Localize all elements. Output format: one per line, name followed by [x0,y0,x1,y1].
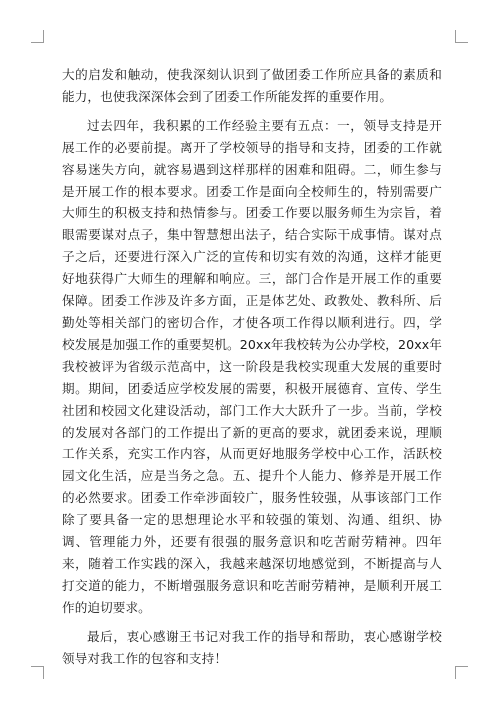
crop-mark-bottom-left [31,666,44,679]
crop-mark-top-right [455,30,468,43]
paragraph-thanks: 最后，衷心感谢王书记对我工作的指导和帮助，衷心感谢学校领导对我工作的包容和支持！ [62,628,442,666]
document-body [62,64,442,676]
crop-mark-top-left [31,30,44,43]
paragraph-experience: 过去四年，我积累的工作经验主要有五点：一，领导支持是开展工作的必要前提。离开了学校领导的指导和支持，团委的工作就容易迷失方向，就容易遇到这样那样的困难和阻碍。二，师生参与是开展工作的根本要求。团委工作是面向全校师生的，特别需要广大师生的积极支持和热情参与。团委工作要以服务师生为宗旨，着眼需要谋对点子，集中智慧想出法子，结合实际干成事情。谋对点子之后，还要进行深入广泛的宣传和切实有效的沟通，这样才能更好地获得广大师生的理解和响应。三，部门合作是开展工作的重要保障。团委工作涉及许多方面，正是体艺处、政教处、教科所、后勤处等相关部门的密切合作，才使各项工作得以顺利进行。四，学校发展是加强工作的重要契机。20xx年我校转为公办学校，20xx年我校被评为省级示范高中，这一阶段是我校实现重大发展的重要时期。期间，团委适应学校发展的需要，积极开展德育、宣传、学生社团和校园文化建设活动，部门工作大大跃升了一步。当前，学校的发展对各部门的工作提出了新的更高的要求，就团委来说，理顺工作关系，充实工作内容，从而更好地服务学校中心工作，活跃校园文化生活，应是当务之急。五、提升个人能力、修养是开展工作的必然要求。团委工作牵涉面较广，服务性较强，从事该部门工作除了要具备一定的思想理论水平和较强的策划、沟通、组织、协调、管理能力外，还要有很强的服务意识和吃苦耐劳精神。四年来，随着工作实践的深入，我越来越深切地感觉到，不断提高与人打交道的能力，不断增强服务意识和吃苦耐劳精神，是顺利开展工作的迫切要求。 [62,117,443,615]
crop-mark-bottom-right [455,666,468,679]
paragraph-intro: 大的启发和触动，使我深刻认识到了做团委工作所应具备的素质和能力，也使我深深体会到了团委工作所能发挥的重要作用。 [62,67,442,104]
